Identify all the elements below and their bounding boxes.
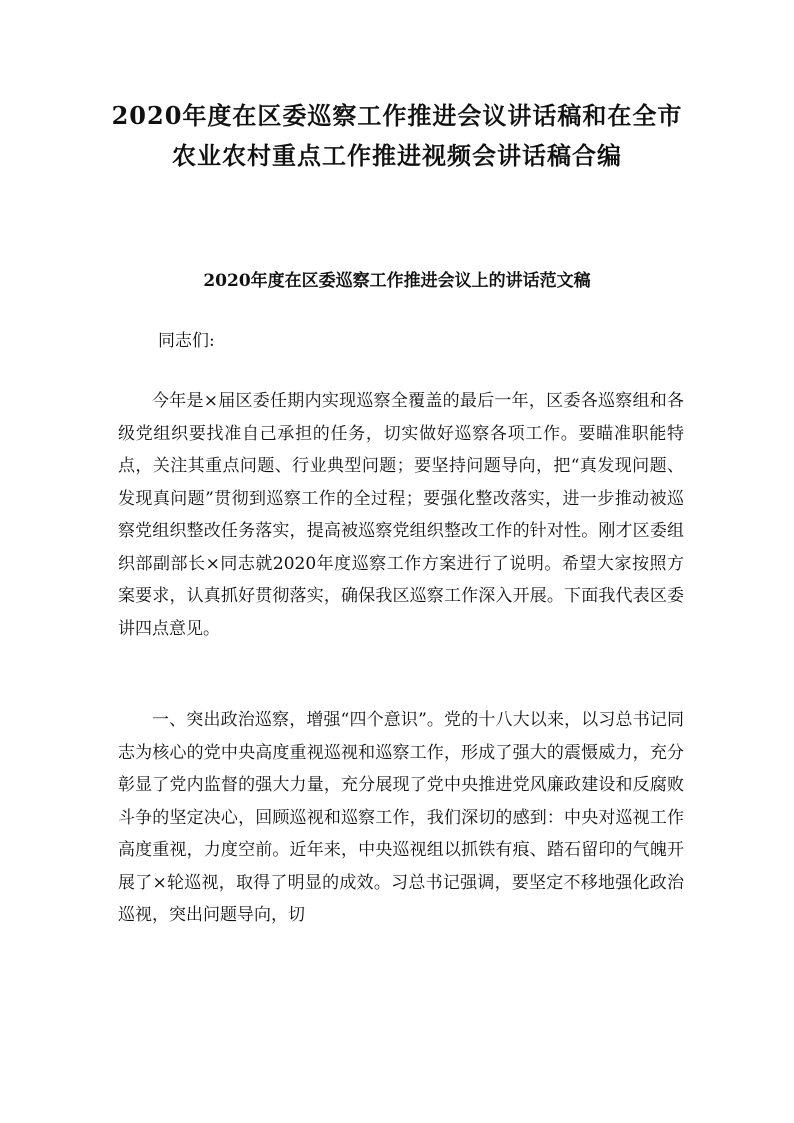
document-title-line-2: 农业农村重点工作推进视频会讲话稿合编 xyxy=(172,141,622,170)
document-title-line-1: 2020年度在区委巡察工作推进会议讲话稿和在全市 xyxy=(111,101,683,130)
greeting: 同志们: xyxy=(158,331,215,351)
body-paragraph-2: 一、突出政治巡察，增强“四个意识”。党的十八大以来，以习总书记同志为核心的党中央高度重视巡视和巡察工作，形成了强大的震慑威力，充分彰显了党内监督的强大力量，充分展现了党中央推进党风廉政建设和反腐败斗争的坚定决心，回顾巡视和巡察工作，我们深切的感到：中央对巡视工作高度重视，力度空前。近年来，中央巡视组以抓铁有痕、踏石留印的气魄开展了×轮巡视，取得了明显的成效。习总书记强调，要坚定不移地强化政治巡视，突出问题导向，切 xyxy=(118,710,684,925)
section-title: 2020年度在区委巡察工作推进会议上的讲话范文稿 xyxy=(203,271,591,291)
body-paragraph-1: 今年是×届区委任期内实现巡察全覆盖的最后一年，区委各巡察组和各级党组织要找准自己承担的任务，切实做好巡察各项工作。要瞄准职能特点，关注其重点问题、行业典型问题；要坚持问题导向，把“真发现问题、发现真问题”贯彻到巡察工作的全过程；要强化整改落实，进一步推动被巡察党组织整改任务落实，提高被巡察党组织整改工作的针对性。刚才区委组织部副部长×同志就2020年度巡察工作方案进行了说明。希望大家按照方案要求，认真抓好贯彻落实，确保我区巡察工作深入开展。下面我代表区委讲四点意见。 xyxy=(118,391,684,639)
document-title xyxy=(100,96,694,176)
